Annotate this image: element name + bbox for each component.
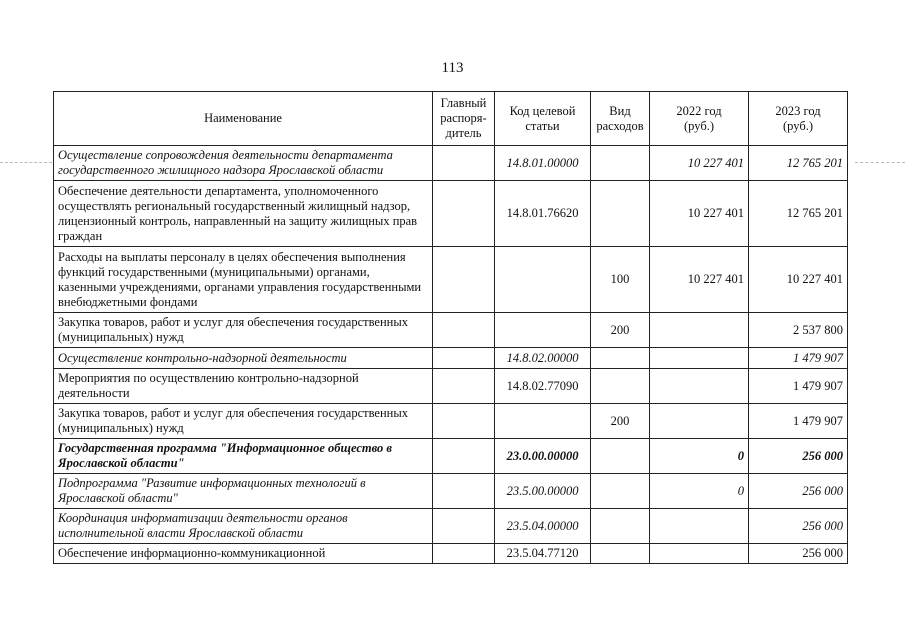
cell-kind [591,439,650,474]
cell-2022 [650,509,749,544]
table-row [54,181,848,247]
cell-name: Подпрограмма "Развитие информационных технологий в Ярославской области" [54,474,433,509]
table-row [54,439,848,474]
cell-kind [591,348,650,369]
cell-kind [591,474,650,509]
cell-2023: 256 000 [749,474,848,509]
cell-code [495,313,591,348]
cell-manager [433,369,495,404]
cell-2023: 12 765 201 [749,146,848,181]
cell-code: 23.0.00.00000 [495,439,591,474]
cell-2023: 10 227 401 [749,247,848,313]
cell-manager [433,404,495,439]
cell-kind [591,544,650,564]
page-number: 113 [441,60,464,76]
cell-name: Осуществление сопровождения деятельности департамента государственного жилищного надзора Ярославской области [54,146,433,181]
header-2022: 2022 год (руб.) [650,92,749,146]
cell-2023: 256 000 [749,544,848,564]
cell-name: Координация информатизации деятельности органов исполнительной власти Ярославской области [54,509,433,544]
cell-2023: 256 000 [749,509,848,544]
cell-2022: 0 [650,439,749,474]
cell-2022 [650,544,749,564]
cell-manager [433,146,495,181]
table-row [54,348,848,369]
scan-artifact-line-right [855,162,905,163]
cell-kind: 100 [591,247,650,313]
table-row [54,313,848,348]
header-kind: Вид расходов [591,92,650,146]
cell-name: Обеспечение деятельности департамента, уполномоченного осуществлять региональный государственный жилищный надзор, лицензионный контроль, направленный на защиту жилищных прав граждан [54,181,433,247]
header-name: Наименование [54,92,433,146]
table-row [54,544,848,564]
cell-2022: 10 227 401 [650,181,749,247]
cell-manager [433,348,495,369]
cell-code: 14.8.02.00000 [495,348,591,369]
cell-code: 14.8.01.76620 [495,181,591,247]
cell-name: Обеспечение информационно-коммуникационной [54,544,433,564]
cell-manager [433,544,495,564]
cell-manager [433,313,495,348]
table-row [54,369,848,404]
cell-name: Расходы на выплаты персоналу в целях обеспечения выполнения функций государственными (муниципальными) органами, казенными учреждениями, органами управления государственными внебюджетными фондами [54,247,433,313]
cell-manager [433,474,495,509]
cell-code [495,404,591,439]
budget-table [53,91,848,564]
cell-code: 23.5.00.00000 [495,474,591,509]
cell-2022: 0 [650,474,749,509]
cell-2023: 256 000 [749,439,848,474]
table-row [54,474,848,509]
cell-2023: 12 765 201 [749,181,848,247]
cell-kind [591,181,650,247]
cell-2022 [650,369,749,404]
table-row [54,404,848,439]
cell-kind [591,509,650,544]
cell-code: 23.5.04.00000 [495,509,591,544]
cell-2023: 2 537 800 [749,313,848,348]
cell-2023: 1 479 907 [749,369,848,404]
cell-manager [433,439,495,474]
cell-2023: 1 479 907 [749,348,848,369]
header-manager: Главный распоря- дитель [433,92,495,146]
cell-code: 23.5.04.77120 [495,544,591,564]
cell-name: Государственная программа "Информационное общество в Ярославской области" [54,439,433,474]
cell-kind [591,146,650,181]
table-row [54,509,848,544]
table-row [54,247,848,313]
header-2023: 2023 год (руб.) [749,92,848,146]
cell-code: 14.8.02.77090 [495,369,591,404]
cell-2023: 1 479 907 [749,404,848,439]
cell-2022: 10 227 401 [650,146,749,181]
cell-kind: 200 [591,313,650,348]
cell-2022: 10 227 401 [650,247,749,313]
scan-artifact-line-left [0,162,52,163]
cell-code [495,247,591,313]
cell-name: Закупка товаров, работ и услуг для обеспечения государственных (муниципальных) нужд [54,404,433,439]
cell-name: Закупка товаров, работ и услуг для обеспечения государственных (муниципальных) нужд [54,313,433,348]
table-header-row [54,92,848,146]
cell-2022 [650,313,749,348]
cell-code: 14.8.01.00000 [495,146,591,181]
header-code: Код целевой статьи [495,92,591,146]
cell-2022 [650,404,749,439]
cell-manager [433,247,495,313]
cell-name: Осуществление контрольно-надзорной деятельности [54,348,433,369]
table-row [54,146,848,181]
cell-kind: 200 [591,404,650,439]
cell-kind [591,369,650,404]
cell-manager [433,509,495,544]
cell-manager [433,181,495,247]
cell-name: Мероприятия по осуществлению контрольно-надзорной деятельности [54,369,433,404]
cell-2022 [650,348,749,369]
